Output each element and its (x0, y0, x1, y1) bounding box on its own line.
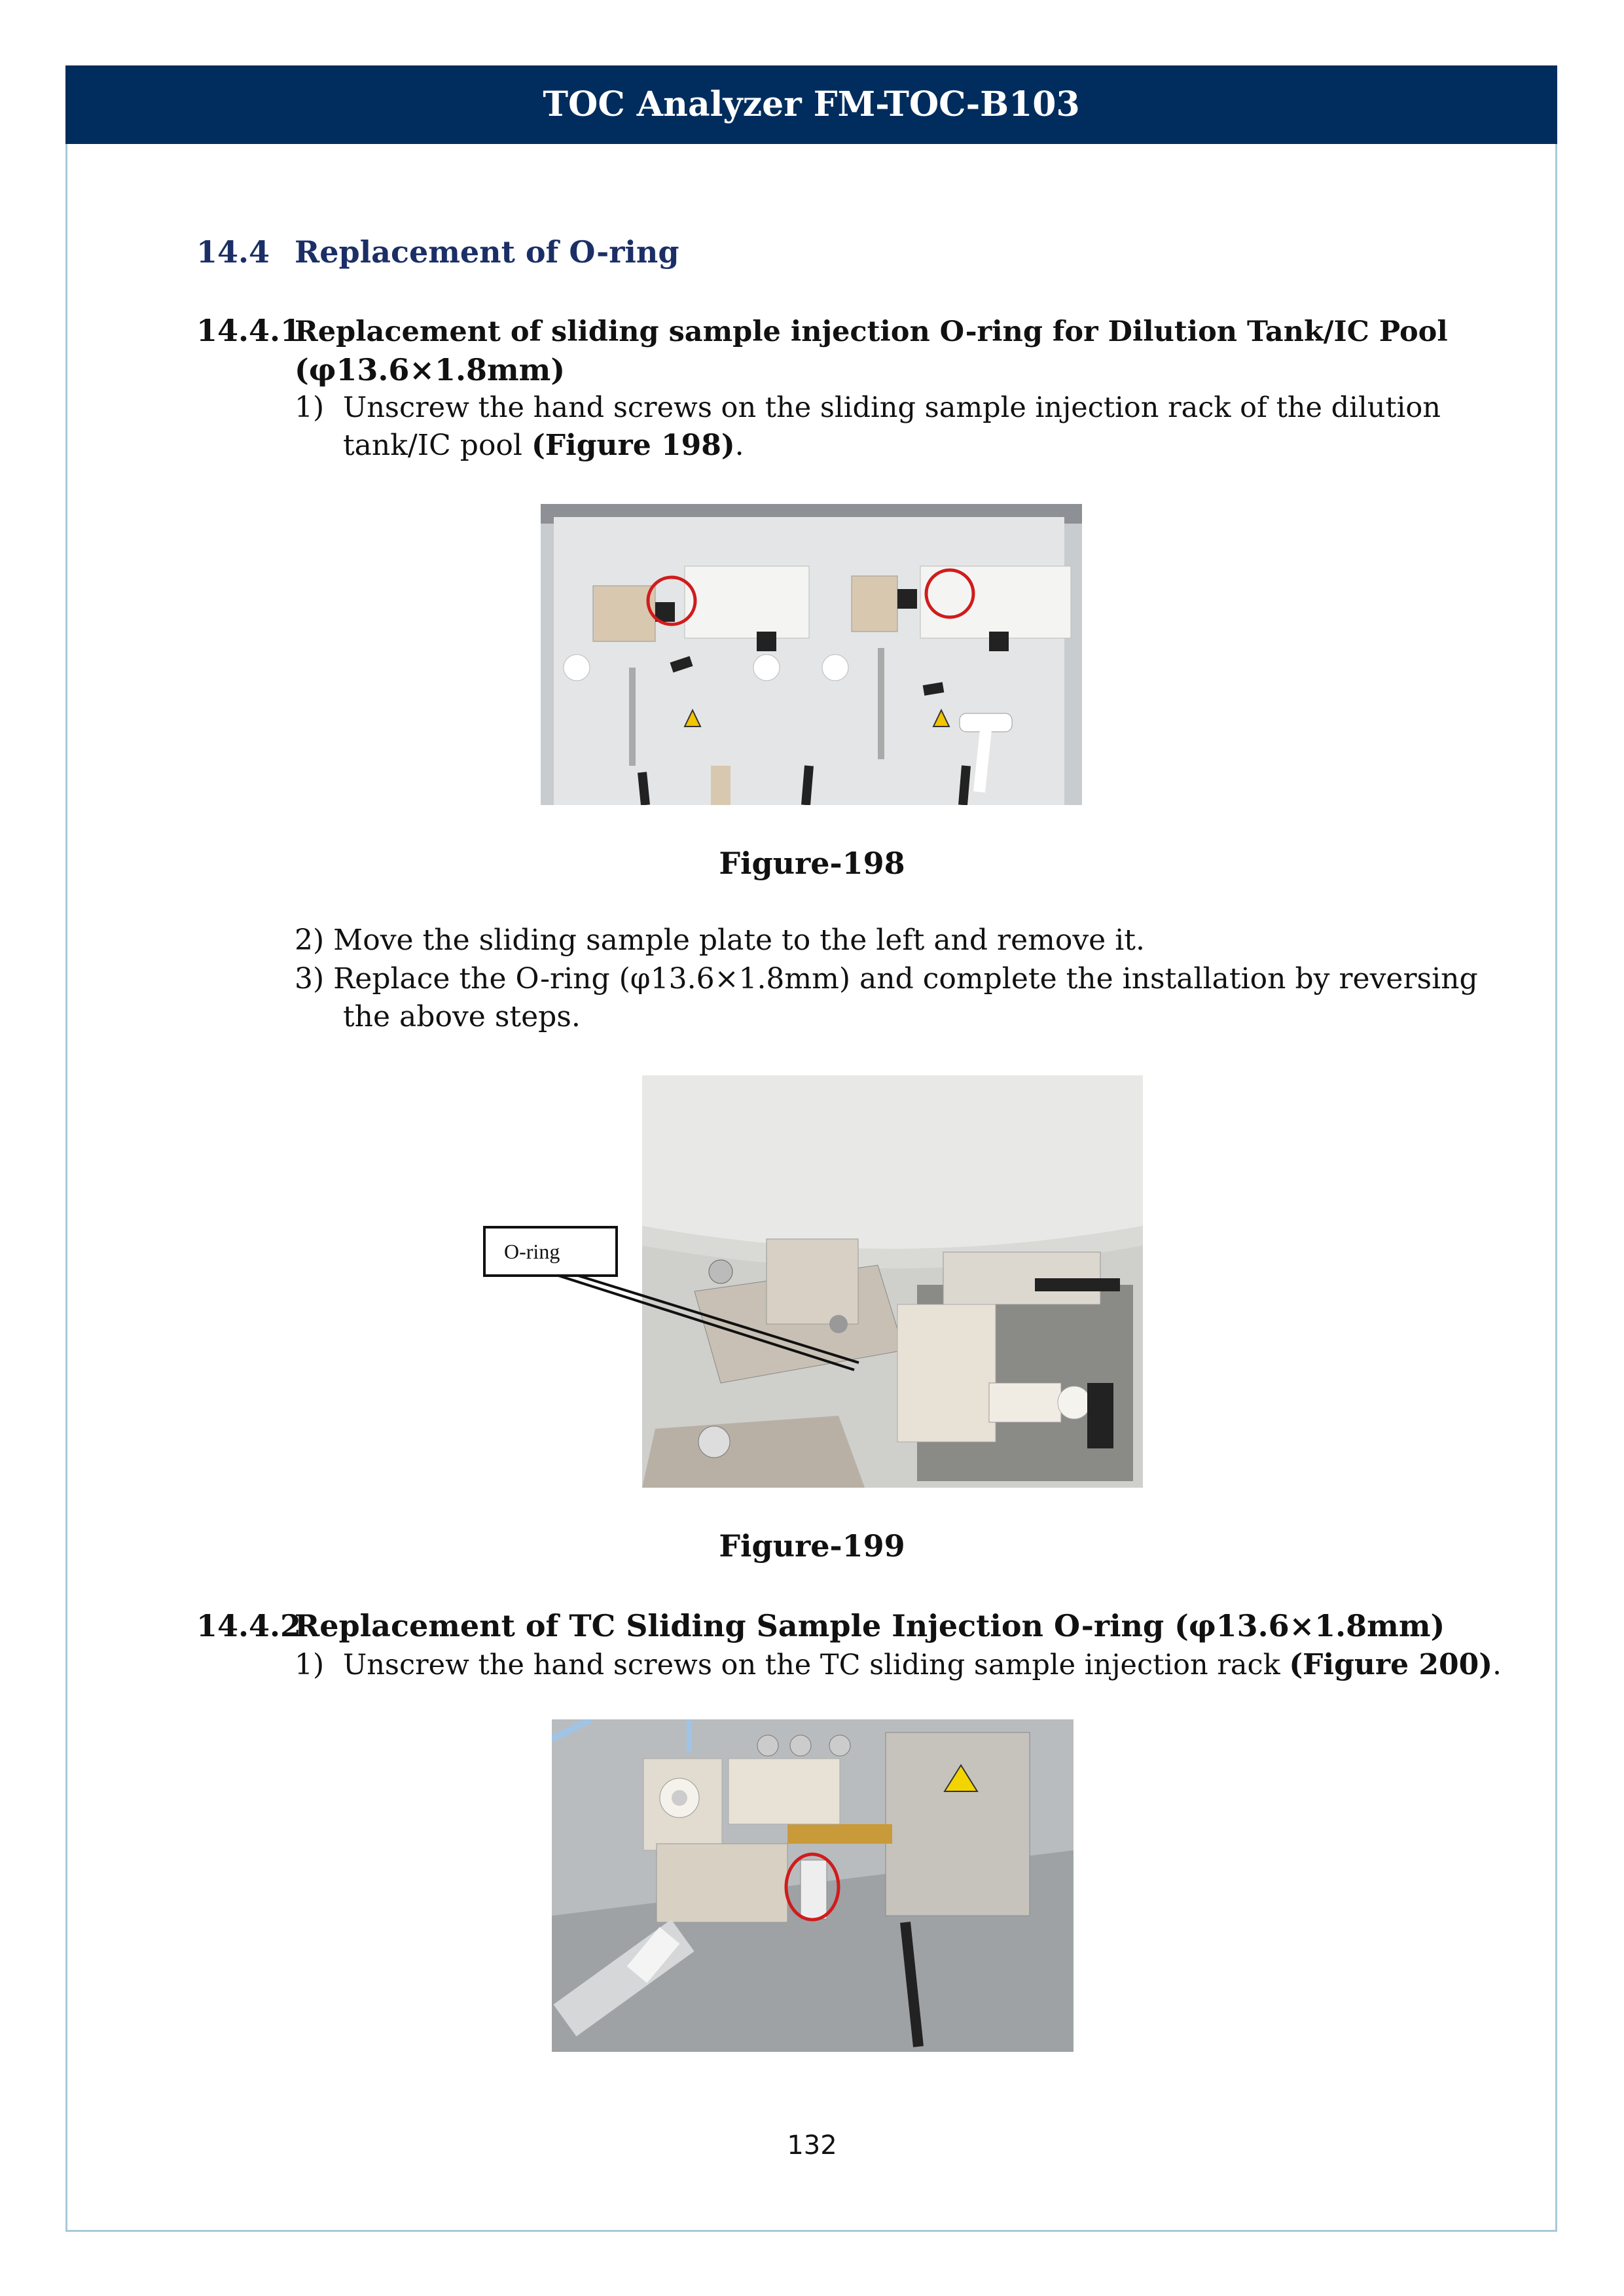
step-2: 2) Move the sliding sample plate to the left and remove it. (295, 924, 1145, 957)
step-tc-1 (295, 1646, 1502, 1684)
section-number: 14.4 (196, 234, 270, 270)
section-heading (196, 234, 679, 270)
step-3 (295, 960, 1478, 1036)
subsection-heading-2 (196, 1607, 1445, 1645)
step-1 (295, 389, 1441, 465)
subsection-title: Replacement of sliding sample injection O-ring for Dilution Tank/IC Pool (295, 315, 1448, 348)
figure-199-caption: Figure-199 (719, 1528, 905, 1564)
section-title: Replacement of O-ring (295, 234, 679, 270)
punctuation: . (1492, 1648, 1502, 1681)
step-3-text-cont: the above steps. (343, 1000, 581, 1033)
step-text: Unscrew the hand screws on the TC sliding sample injection rack (343, 1649, 1290, 1681)
step-text-cont: tank/IC pool (343, 429, 532, 462)
figure-199-photo (642, 1075, 1143, 1488)
step-marker: 1) (295, 391, 325, 424)
o-ring-callout (483, 1226, 618, 1277)
subsection-number: 14.4.2 (196, 1608, 302, 1643)
page-number: 132 (787, 2130, 837, 2161)
figure-reference[interactable]: (Figure 200) (1289, 1648, 1493, 1681)
step-marker: 1) (295, 1648, 325, 1681)
callout-label: O-ring (504, 1240, 560, 1263)
document-header (65, 65, 1557, 144)
subsection-number: 14.4.1 (196, 313, 302, 348)
subsection-title: Replacement of TC Sliding Sample Injection O-ring (φ13.6×1.8mm) (295, 1608, 1445, 1643)
figure-200-photo (552, 1719, 1074, 2052)
figure-198-photo (541, 504, 1082, 805)
step-3-text: 3) Replace the O-ring (φ13.6×1.8mm) and complete the installation by reversing (295, 962, 1478, 996)
subsection-title-cont: (φ13.6×1.8mm) (295, 352, 566, 387)
step-text: Unscrew the hand screws on the sliding sample injection rack of the dilution (343, 391, 1441, 424)
figure-reference[interactable]: (Figure 198) (531, 429, 735, 462)
document-title: TOC Analyzer FM-TOC-B103 (543, 84, 1080, 124)
subsection-heading-1 (196, 312, 1448, 389)
punctuation: . (734, 429, 744, 462)
figure-198-caption: Figure-198 (719, 846, 905, 881)
